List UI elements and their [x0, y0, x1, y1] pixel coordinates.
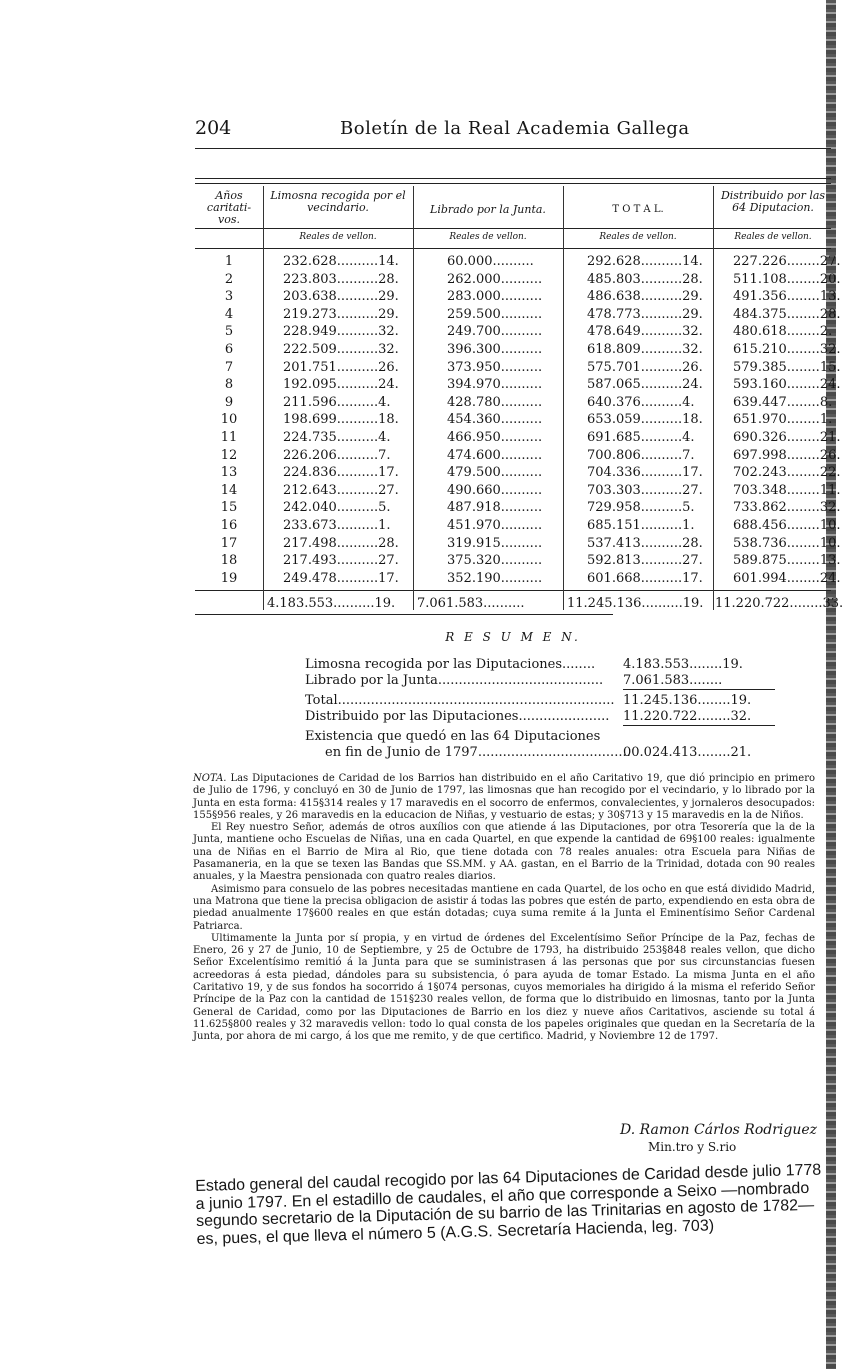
cell-total: 703.303..........27. — [587, 482, 703, 498]
table-row — [195, 324, 831, 341]
cell-librado: 451.970.......... — [447, 518, 543, 533]
cell-distribuido: 593.160........24. — [733, 377, 841, 393]
cell-distribuido: 702.243........22. — [733, 465, 841, 481]
table-row — [195, 570, 841, 588]
cell-librado: 319.915.......... — [447, 535, 543, 551]
cell-limosna: 224.836..........17. — [283, 465, 399, 481]
cell-year: 17 — [220, 535, 238, 551]
total-librado: 7.061.583.......... — [417, 596, 525, 611]
cell-year: 12 — [220, 447, 238, 463]
resumen-line — [305, 673, 775, 689]
resumen-title: R E S U M E N. — [445, 630, 581, 644]
cell-distribuido: 733.862........32. — [733, 500, 841, 516]
column-header-librado: Librado por la Junta. — [430, 203, 546, 216]
unit-label: Reales de vellon. — [734, 232, 812, 242]
table-row — [195, 412, 831, 429]
cell-year: 11 — [220, 430, 238, 445]
cell-limosna: 226.206..........7. — [283, 447, 391, 463]
table-row — [195, 289, 841, 306]
cell-limosna: 203.638..........29. — [283, 289, 399, 305]
table-row — [195, 359, 841, 377]
cell-limosna: 219.273..........29. — [283, 306, 399, 322]
resumen-label: Librado por la Junta........................................ — [305, 673, 604, 688]
cell-librado: 454.360.......... — [447, 412, 543, 428]
table-row — [195, 306, 841, 324]
cell-librado: 466.950.......... — [447, 430, 543, 445]
cell-limosna: 242.040..........5. — [283, 500, 391, 516]
cell-total: 704.336..........17. — [587, 465, 703, 481]
unit-label: Reales de vellon. — [599, 232, 677, 242]
cell-total: 653.059..........18. — [587, 412, 703, 428]
cell-limosna: 233.673..........1. — [283, 518, 391, 533]
nota-heading: NOTA. — [193, 773, 227, 784]
cell-total: 478.773..........29. — [587, 306, 703, 322]
cell-year: 18 — [220, 553, 238, 569]
cell-distribuido: 511.108........20. — [733, 271, 841, 287]
cell-total: 691.685..........4. — [587, 430, 695, 445]
cell-librado: 373.950.......... — [447, 359, 543, 375]
resumen-sum-rule — [623, 689, 775, 690]
cell-limosna: 249.478..........17. — [283, 570, 399, 586]
cell-distribuido: 480.618........2. — [733, 324, 833, 340]
cell-total: 587.065..........24. — [587, 377, 703, 393]
nota-paragraph: Ultimamente la Junta por sí propia, y en virtud de órdenes del Excelentísimo Señor Príncipe de la Paz, fechas de Enero, 26 y 27 de Junio, 10 de Septiembre, y 25 de Octubre de 1793, ha distribuido 253§848 reales vellon, que dicho Señor Excelentísimo remitió á la Junta para que se suministrasen á las personas que por sus circunstancias fuesen acreedoras á esta piedad, dándoles para su subsistencia, ó para ayuda de tomar Estado. La misma Junta en el año Caritativo 19, y de sus fondos ha socorrido á 1§074 personas, cuyos memoriales ha dirigido á la misma el referido Señor Príncipe de la Paz con la cantidad de 151§230 reales vellon, de forma que lo distribuido en limosnas, tanto por la Junta General de Caridad, como por las Diputaciones de Barrio en los diez y nueve años Caritativos, asciende su total á 11.625§800 reales y 32 maravedis vellon: todo lo qual consta de los papeles originales que quedan en la Secretaría de la Junta, por ahora de mi cargo, á los que me remito, y de que certifico. Madrid, y Noviembre 12 de 1797. — [193, 932, 815, 1043]
resumen-label: Total................................................................... — [305, 693, 615, 708]
cell-distribuido: 227.226........27. — [733, 254, 841, 269]
table-top-rule — [195, 178, 831, 179]
total-total: 11.245.136..........19. — [567, 596, 704, 611]
resumen-label: Distribuido por las Diputaciones...................... — [305, 709, 610, 724]
cell-limosna: 217.498..........28. — [283, 535, 399, 551]
cell-limosna: 212.643..........27. — [283, 482, 399, 498]
table-row — [195, 518, 841, 535]
cell-librado: 283.000.......... — [447, 289, 543, 305]
cell-total: 700.806..........7. — [587, 447, 695, 463]
cell-librado: 375.320.......... — [447, 553, 543, 569]
signature-title: Min.tro y S.rio — [648, 1140, 737, 1154]
cell-distribuido: 589.875........13. — [733, 553, 841, 569]
figure-caption — [195, 1162, 827, 1248]
table-top-rule-2 — [195, 183, 831, 184]
resumen-line — [305, 729, 775, 745]
nota-text: Las Diputaciones de Caridad de los Barrios han distribuido en el año Caritativo 19, que dió principio en primero de Julio de 1796, y concluyó en 30 de Junio de 1797, las limosnas que han recogido por el vecindario, y lo librado por la Junta en esta forma: 415§314 reales y 17 maravedis en el socorro de enfermos, convalecientes, y jornaleros desocupados: 155§956 reales, y 26 maravedis en la educacion de Niñas, y vestuario de estas; y 30§713 y 15 maravedis en la de Niños. — [193, 773, 815, 821]
cell-librado: 259.500.......... — [447, 306, 543, 322]
cell-year: 14 — [220, 482, 238, 498]
resumen-value: 00.024.413........21. — [623, 745, 752, 760]
table-row — [195, 500, 841, 517]
cell-total: 575.701..........26. — [587, 359, 703, 375]
header-rule — [195, 148, 831, 149]
cell-limosna: 211.596..........4. — [283, 394, 391, 410]
nota-paragraph: El Rey nuestro Señor, además de otros auxílios con que atiende á las Diputaciones, por otra Tesorería que la de la Junta, mantiene ocho Escuelas de Niñas, una en cada Quartel, en que expende la cantidad de 69§100 reales: igualmente una de Niñas en el Barrio de Mira al Rio, que tiene dotada con 78 reales anuales: otra Escuela para Niñas de Pasamaneria, en la que se texen las Bandas que SS.MM. y AA. gastan, en el Barrio de la Trinidad, dotada con 90 reales anuales, y la Maestra pensionada con quatro reales diarios. — [193, 822, 815, 883]
cell-distribuido: 688.456........10. — [733, 518, 841, 533]
cell-year: 19 — [220, 570, 238, 586]
cell-year: 5 — [224, 324, 234, 340]
cell-librado: 487.918.......... — [447, 500, 543, 516]
column-header-distribuido: Distribuido por las 64 Diputacion. — [720, 189, 826, 214]
table-header-rule — [195, 228, 831, 229]
signature-name: D. Ramon Cárlos Rodriguez — [620, 1122, 818, 1138]
nota-paragraph: Asimismo para consuelo de las pobres necesitadas mantiene en cada Quartel, de los ocho en que está dividido Madrid, una Matrona que tiene la precisa obligacion de asistir á todas las pobres que estén de parto, expendiendo en esta obra de piedad anualmente 17§600 reales en que están dotadas; cuya suma remite á la Junta el Eminentísimo Señor Cardenal Patriarca. — [193, 883, 815, 932]
cell-limosna: 222.509..........32. — [283, 342, 399, 357]
cell-librado: 474.600.......... — [447, 447, 543, 463]
column-header-anos: Años caritati-vos. — [206, 189, 252, 226]
table-row — [195, 430, 841, 447]
column-header-total: T O T A L. — [612, 204, 664, 215]
cell-total: 685.151..........1. — [587, 518, 695, 533]
cell-year: 1 — [224, 254, 234, 269]
total-limosna: 4.183.553..........19. — [267, 596, 396, 611]
cell-total: 592.813..........27. — [587, 553, 703, 569]
cell-year: 6 — [224, 342, 234, 357]
cell-total: 601.668..........17. — [587, 570, 703, 586]
cell-librado: 428.780.......... — [447, 394, 543, 410]
cell-year: 7 — [224, 359, 234, 375]
table-row — [195, 482, 841, 500]
cell-librado: 490.660.......... — [447, 482, 543, 498]
cell-distribuido: 639.447........8. — [733, 394, 833, 410]
cell-distribuido: 538.736........10. — [733, 535, 841, 551]
cell-distribuido: 615.210........32. — [733, 342, 841, 357]
cell-year: 10 — [220, 412, 238, 428]
resumen-sum-rule — [623, 725, 775, 726]
cell-total: 292.628..........14. — [587, 254, 703, 269]
cell-total: 729.958..........5. — [587, 500, 695, 516]
table-row — [195, 342, 841, 359]
resumen-label: Limosna recogida por las Diputaciones........ — [305, 657, 596, 672]
cell-librado: 352.190.......... — [447, 570, 543, 586]
resumen-value: 11.245.136........19. — [623, 693, 752, 708]
table-bottom-rule — [195, 614, 613, 615]
unit-label: Reales de vellon. — [299, 232, 377, 242]
column-header-limosna: Limosna recogida por el vecindario. — [270, 189, 406, 214]
resumen-line — [305, 693, 775, 709]
running-title-text: Boletín de la Real Academia Gallega — [340, 118, 690, 139]
cell-distribuido: 651.970........1. — [733, 412, 833, 428]
nota-paragraph — [193, 773, 815, 822]
cell-distribuido: 601.994........24. — [733, 570, 841, 586]
resumen-value: 4.183.553........19. — [623, 657, 743, 672]
resumen-line — [305, 745, 775, 761]
resumen-line — [305, 709, 775, 725]
cell-year: 4 — [224, 306, 234, 322]
cell-librado: 60.000.......... — [447, 254, 534, 269]
cell-distribuido: 690.326........21. — [733, 430, 841, 445]
cell-limosna: 224.735..........4. — [283, 430, 391, 445]
table-row — [195, 553, 841, 570]
caption-text: Estado general del caudal recogido por las 64 Diputaciones de Caridad desde julio 1778 a junio 1797. En el estadillo de caudales, el año que corresponde a Seixo —nombrado segundo secretario de la Diputación de su barrio de las Trinitarias en agosto de 1782— es, pues, el que lleva el número 5 (A.G.S. Secretaría Hacienda, leg. 703) — [195, 1161, 822, 1248]
resumen-line — [305, 657, 775, 673]
resumen-block — [305, 657, 775, 761]
table-row — [195, 377, 841, 394]
cell-year: 16 — [220, 518, 238, 533]
cell-total: 486.638..........29. — [587, 289, 703, 305]
cell-limosna: 217.493..........27. — [283, 553, 399, 569]
table-body-bottom-rule — [195, 590, 831, 591]
cell-librado: 479.500.......... — [447, 465, 543, 481]
cell-distribuido: 697.998........26. — [733, 447, 841, 463]
nota-block — [193, 773, 815, 1044]
cell-distribuido: 703.348........11. — [733, 482, 841, 498]
cell-librado: 394.970.......... — [447, 377, 543, 393]
cell-librado: 262.000.......... — [447, 271, 543, 287]
resumen-label: en fin de Junio de 1797..................................... — [325, 745, 631, 760]
cell-total: 640.376..........4. — [587, 394, 695, 410]
cell-librado: 396.300.......... — [447, 342, 543, 357]
cell-year: 15 — [220, 500, 238, 516]
total-distribuido: 11.220.722........33. — [715, 596, 844, 611]
running-title — [340, 118, 690, 139]
cell-total: 478.649..........32. — [587, 324, 703, 340]
table-row — [195, 271, 841, 289]
table-unit-rule — [195, 248, 831, 249]
cell-limosna: 228.949..........32. — [283, 324, 399, 340]
cell-year: 2 — [224, 271, 234, 287]
cell-year: 3 — [224, 289, 234, 305]
cell-distribuido: 484.375........28. — [733, 306, 841, 322]
cell-total: 618.809..........32. — [587, 342, 703, 357]
table-row — [195, 395, 831, 412]
resumen-value: 11.220.722........32. — [623, 709, 752, 724]
cell-year: 8 — [224, 377, 234, 393]
resumen-label: Existencia que quedó en las 64 Diputaciones — [305, 729, 601, 744]
page-number: 204 — [195, 117, 232, 139]
table-row — [195, 447, 841, 465]
cell-total: 537.413..........28. — [587, 535, 703, 551]
cell-limosna: 201.751..........26. — [283, 359, 399, 375]
table-row — [195, 465, 841, 482]
cell-year: 9 — [224, 394, 234, 410]
cell-total: 485.803..........28. — [587, 271, 703, 287]
cell-distribuido: 491.356........13. — [733, 289, 841, 305]
cell-limosna: 192.095..........24. — [283, 377, 399, 393]
cell-distribuido: 579.385........15. — [733, 359, 841, 375]
cell-limosna: 198.699..........18. — [283, 412, 399, 428]
cell-year: 13 — [220, 465, 238, 481]
cell-librado: 249.700.......... — [447, 324, 543, 340]
unit-label: Reales de vellon. — [449, 232, 527, 242]
cell-limosna: 232.628..........14. — [283, 254, 399, 269]
table-row — [195, 535, 841, 553]
table-row — [195, 254, 841, 271]
resumen-value: 7.061.583........ — [623, 673, 723, 688]
cell-limosna: 223.803..........28. — [283, 271, 399, 287]
